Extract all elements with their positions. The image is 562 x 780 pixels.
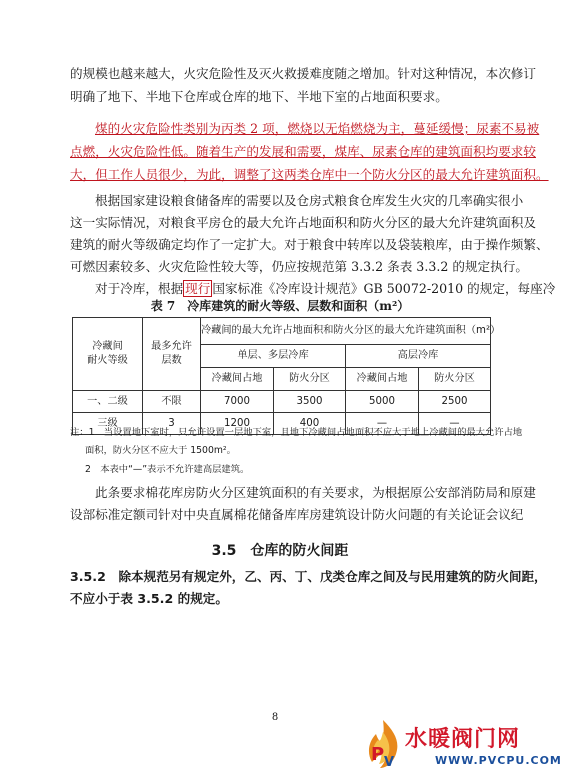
paragraph-line: 根据国家建设粮食储备库的需要以及仓房式粮食仓库发生火灾的几率确实很小 — [95, 193, 524, 208]
table-header-cell: 冷藏间占地 — [346, 368, 419, 391]
table-cell: 一、二级 — [73, 391, 143, 413]
table-note: 面积，防火分区不应大于 1500m²。 — [85, 445, 236, 456]
pv-logo-icon — [362, 718, 404, 774]
table-cell: 7000 — [201, 391, 274, 413]
watermark-url: WWW.PVCPU.COM — [435, 754, 562, 767]
boxed-annotation: 现行 — [185, 281, 211, 296]
cold-storage-text: 对于冷库，根据 — [95, 281, 184, 296]
section-heading: 3.5 仓库的防火间距 — [211, 543, 349, 559]
paragraph-line: 可燃因素较多、火灾危险性较大等，仍应按规范第 3.3.2 条表 3.3.2 的规定执行。 — [70, 259, 528, 274]
paragraph-line: 这一实际情况，对粮食平房仓的最大允许占地面积和防火分区的最大允许建筑面积及 — [70, 215, 536, 230]
watermark-site-name: 水暖阀门网 — [405, 727, 521, 752]
table-cell: 2500 — [419, 391, 491, 413]
page-number: 8 — [271, 712, 279, 723]
table-row — [73, 391, 491, 413]
highlighted-revision-line: 大，但工作人员很少，为此，调整了这两类仓库中一个防火分区的最大允许建筑面积。 — [70, 167, 549, 182]
table-header-cell: 防火分区 — [419, 368, 491, 391]
table-header-cell: 冷藏间 耐火等级 — [73, 318, 143, 391]
table-header-cell: 高层冷库 — [346, 345, 491, 368]
table-header-cell: 单层、多层冷库 — [201, 345, 346, 368]
table-note: 注：1 当设置地下室时，只允许设置一层地下室，且地下冷藏间占地面积不应大于地上冷藏间的最大允许占地 — [70, 427, 523, 438]
paragraph-line: 明确了地下、半地下仓库或仓库的地下、半地下室的占地面积要求。 — [70, 89, 448, 104]
table-note: 2 本表中“—”表示不允许建高层建筑。 — [85, 464, 250, 475]
table-cell: 400 — [274, 413, 346, 435]
paragraph-line: 此条要求棉花库房防火分区建筑面积的有关要求，为根据原公安部消防局和原建 — [95, 485, 536, 500]
table-cell: 不限 — [143, 391, 201, 413]
paragraph-line: 设部标准定额司针对中央直属棉花储备库库房建筑设计防火问题的有关论证会议纪 — [70, 507, 524, 522]
table-header-cell: 最多允许 层数 — [143, 318, 201, 391]
highlighted-revision-line: 点燃，火灾危险性低。随着生产的发展和需要，煤库、尿素仓库的建筑面积均要求较 — [70, 144, 536, 159]
svg-text:V: V — [384, 755, 395, 770]
table-header-cell: 防火分区 — [274, 368, 346, 391]
table-cell: — — [346, 413, 419, 435]
table-cell: 5000 — [346, 391, 419, 413]
table-cell: 3 — [143, 413, 201, 435]
table-header-cell: 冷藏间占地 — [201, 368, 274, 391]
clause-text: 3.5.2 除本规范另有规定外，乙、丙、丁、戊类仓库之间及与民用建筑的防火间距， — [70, 569, 547, 584]
highlighted-revision-line: 煤的火灾危险性类别为丙类 2 项，燃烧以无焰燃烧为主，蔓延缓慢；尿素不易被 — [95, 121, 540, 136]
cold-storage-text: 国家标准《冷库设计规范》GB 50072-2010 的规定，每座冷 — [212, 281, 556, 296]
table-cell: 1200 — [201, 413, 274, 435]
table-caption: 表 7 冷库建筑的耐火等级、层数和面积（m²） — [150, 299, 410, 313]
table-cell: 3500 — [274, 391, 346, 413]
table-header-cell: 冷藏间的最大允许占地面积和防火分区的最大允许建筑面积（m²） — [201, 318, 491, 345]
cold-storage-table — [72, 317, 501, 435]
paragraph-line: 的规模也越来越大，火灾危险性及灭火救援难度随之增加。针对这种情况，本次修订 — [70, 66, 536, 81]
svg-text:P: P — [371, 744, 385, 765]
table-cell: 三级 — [73, 413, 143, 435]
table-cell: — — [419, 413, 491, 435]
clause-text: 不应小于表 3.5.2 的规定。 — [70, 591, 228, 606]
paragraph-line: 建筑的耐火等级确定均作了一定扩大。对于粮食中转库以及袋装粮库，由于操作频繁、 — [70, 237, 549, 252]
